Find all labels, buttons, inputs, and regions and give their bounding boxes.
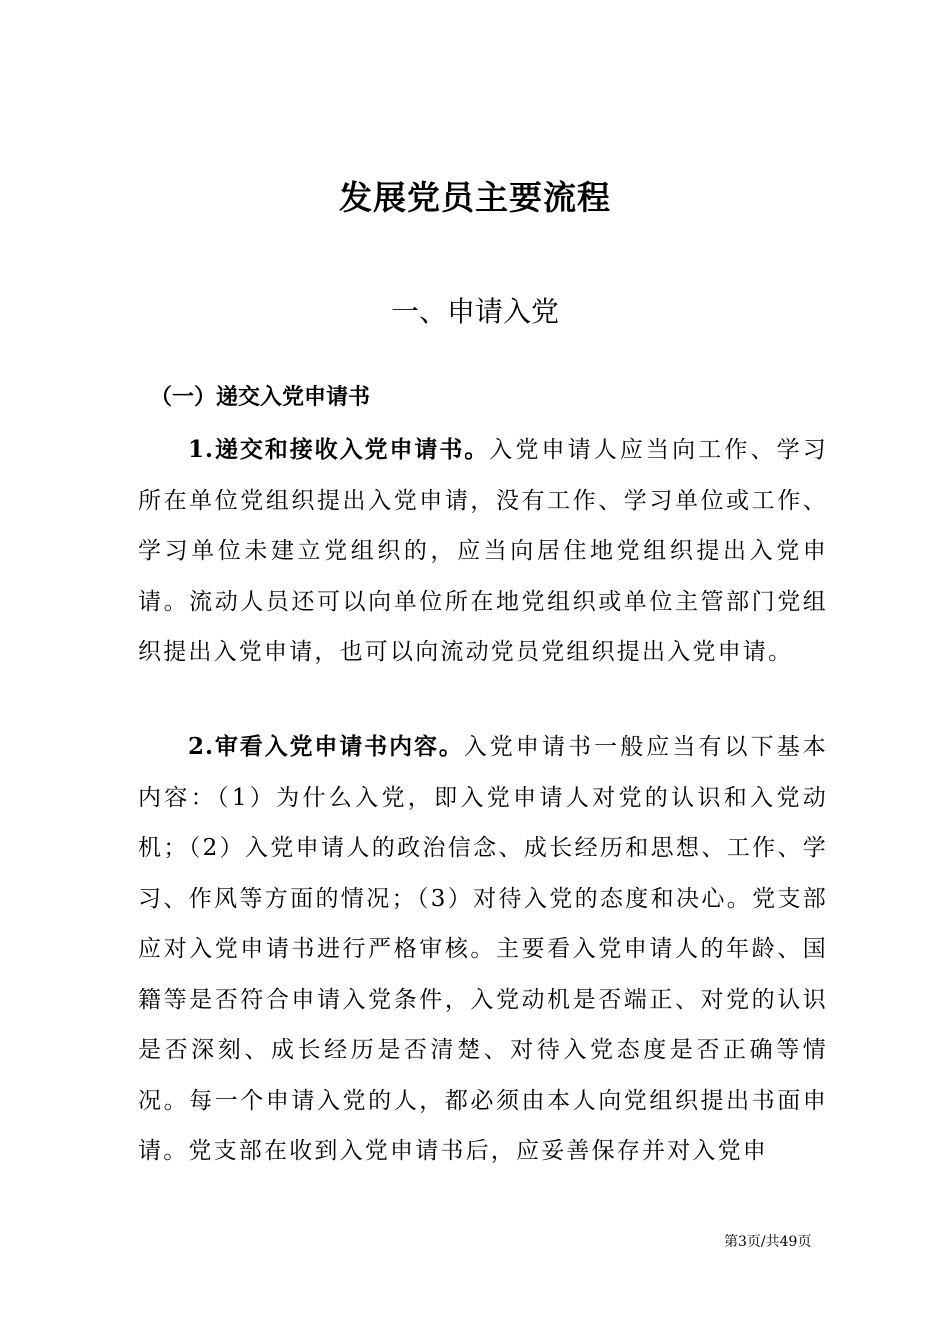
section-heading: 一、申请入党: [390, 295, 559, 328]
paragraph-2-body: 入党申请书一般应当有以下基本内容：（1）为什么入党，即入党申请人对党的认识和入党动机；（2）入党申请人的政治信念、成长经历和思想、工作、学习、作风等方面的情况；（3）对待入党的态度和决心。党支部应对入党申请书进行严格审核。主要看入党申请人的年龄、国籍等是否符合申请入党条件，入党动机是否端正、对党的认识是否深刻、成长经历是否清楚、对待入党态度是否正确等情况。每一个申请入党的人，都必须由本人向党组织提出书面申请。党支部在收到入党申请书后，应妥善保存并对入党申: [138, 734, 828, 1164]
page-footer: 第3页/共49页: [724, 1234, 812, 1250]
paragraph-1-body: 入党申请人应当向工作、学习所在单位党组织提出入党申请，没有工作、学习单位或工作、学习单位未建立党组织的，应当向居住地党组织提出入党申请。流动人员还可以向单位所在地党组织或单位主管部门党组织提出入党申请，也可以向流动党员党组织提出入党申请。: [138, 437, 828, 665]
paragraph-2: [138, 722, 828, 1177]
paragraph-1: [138, 425, 828, 678]
paragraph-1-lead: 1.递交和接收入党申请书。: [188, 436, 490, 463]
subsection-heading: （一）递交入党申请书: [150, 385, 371, 410]
paragraph-2-lead: 2.审看入党申请书内容。: [188, 733, 464, 760]
page-title: 发展党员主要流程: [339, 178, 611, 217]
